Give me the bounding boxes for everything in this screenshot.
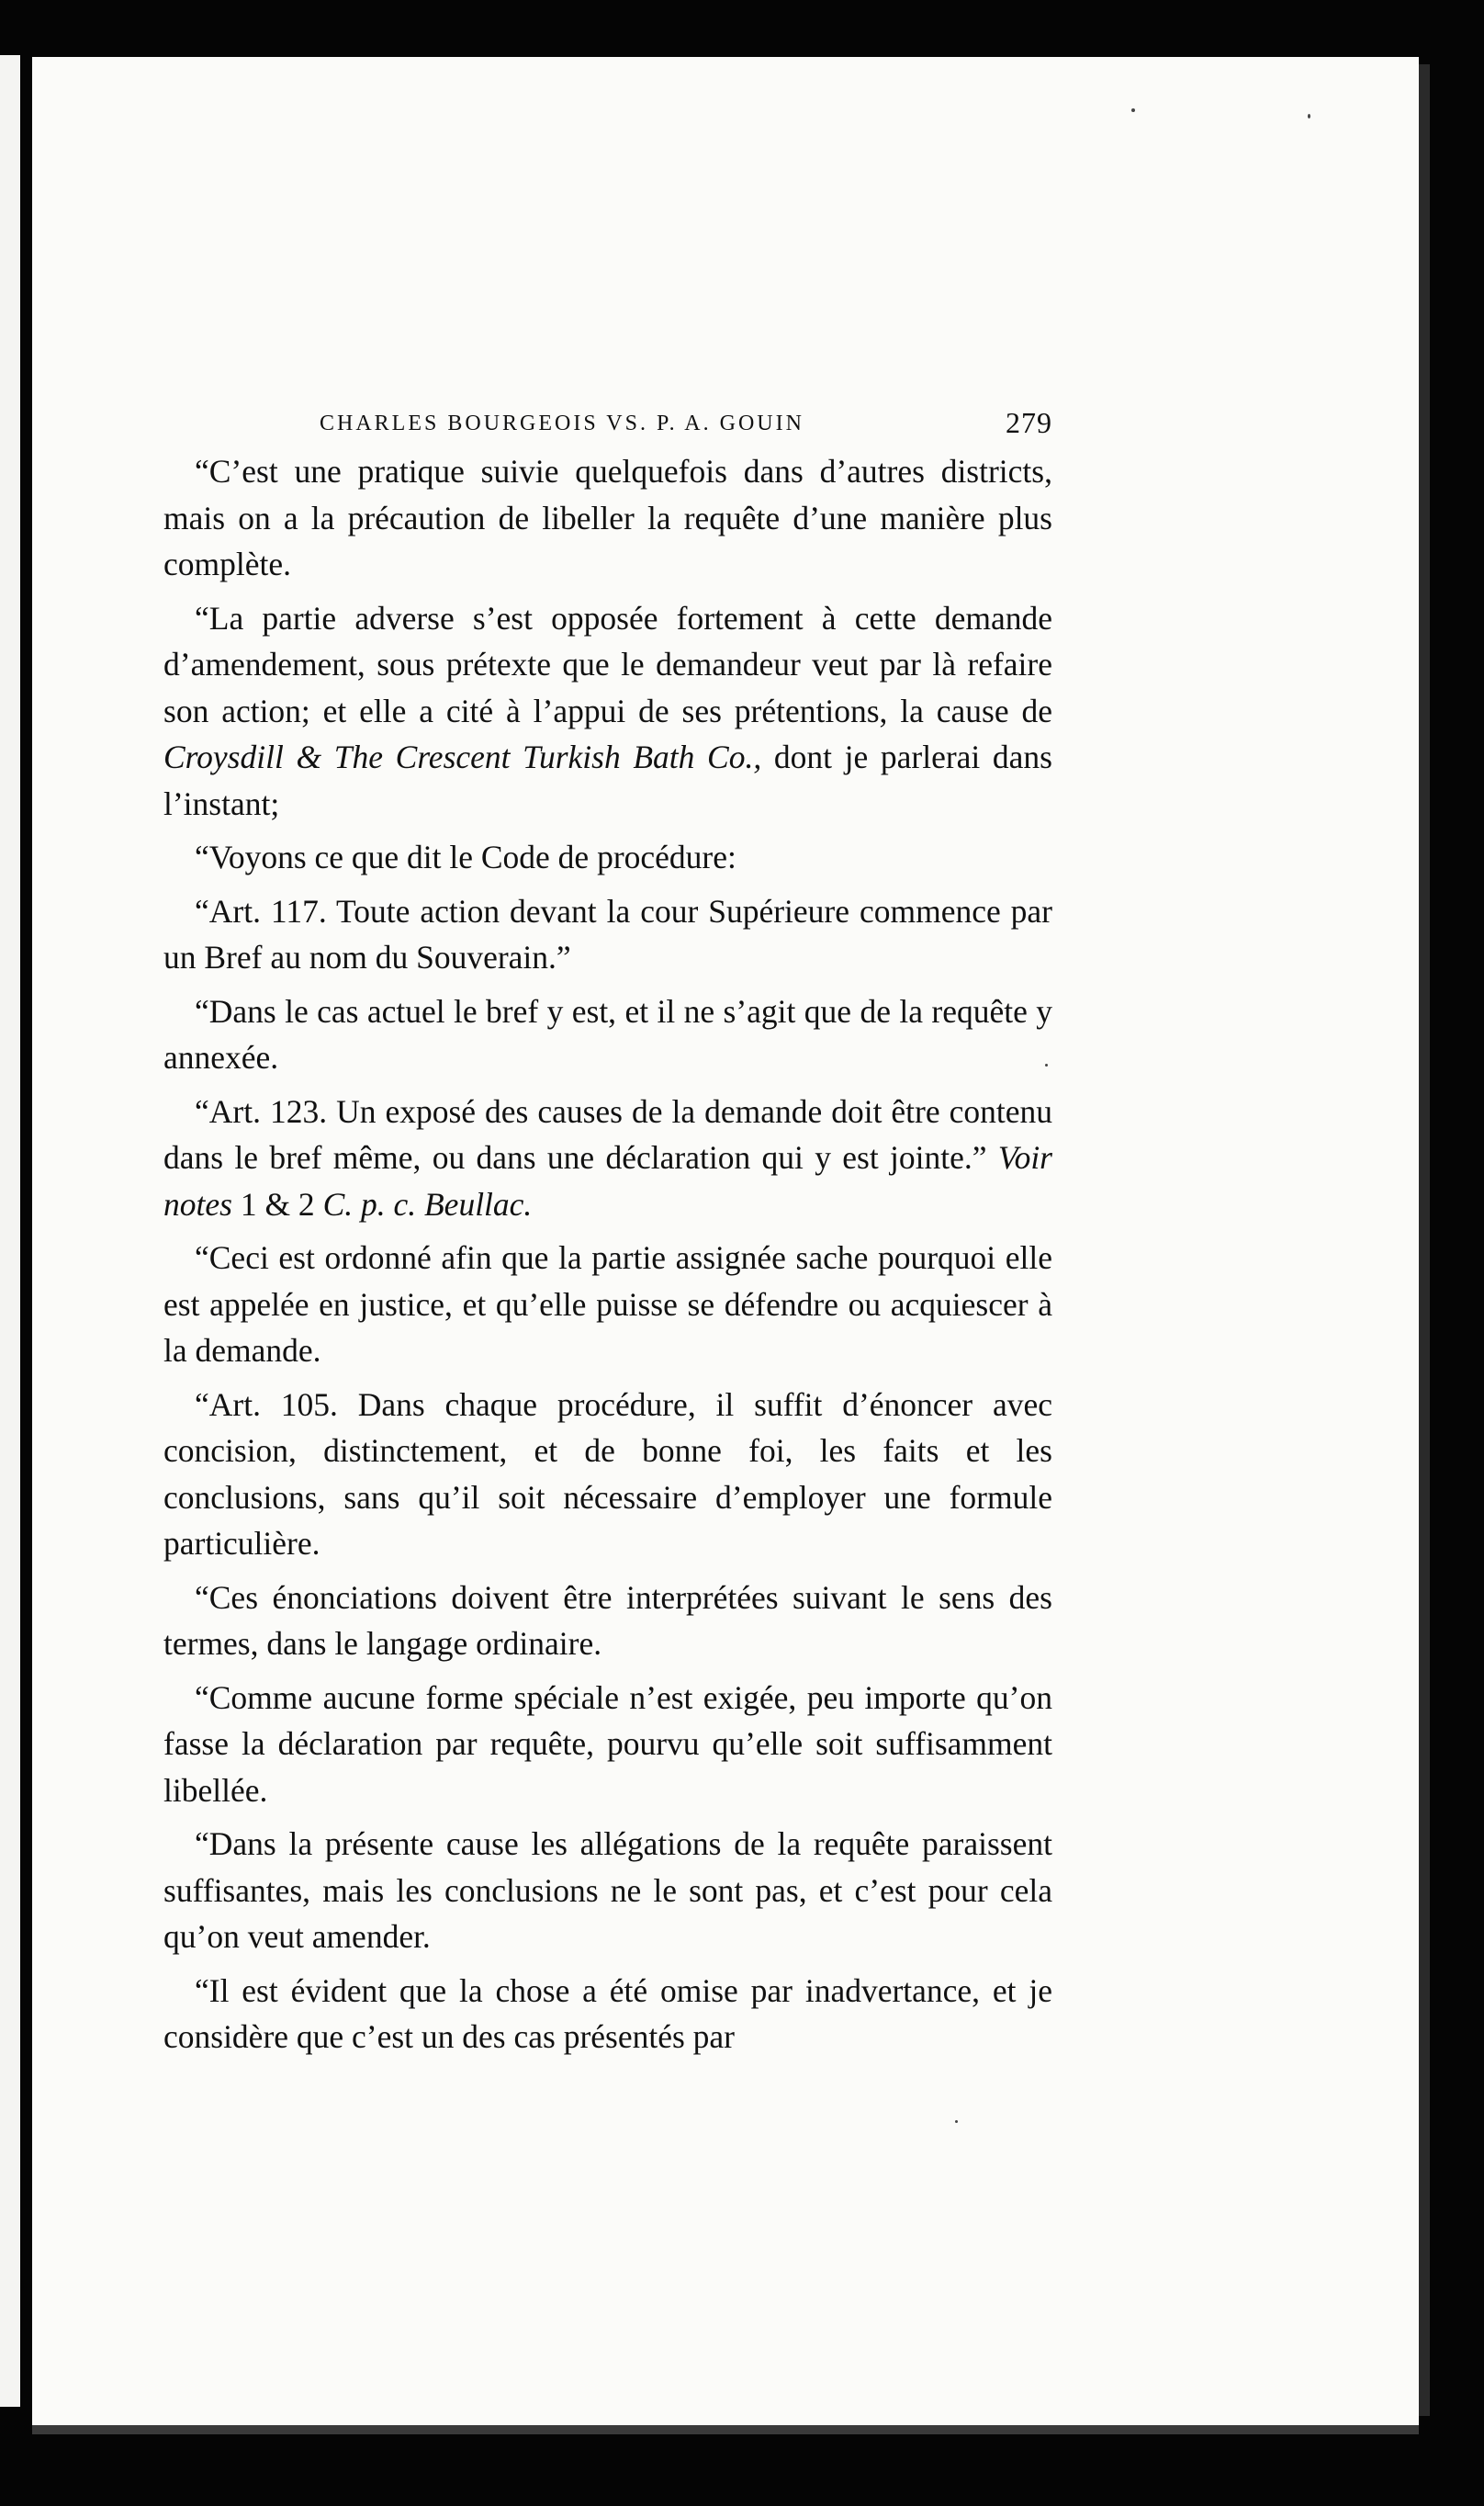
case-name: Croysdill & The Crescent Turkish Bath Co.,: [163, 739, 762, 775]
paragraph: “Voyons ce que dit le Code de procédure:: [195, 839, 736, 875]
running-head: [163, 402, 1052, 443]
scan-speck: [955, 2120, 958, 2123]
paragraph-text: “La partie adverse s’est opposée fortement à cette demande d’amendement, sous prétexte que le demandeur veut par là refaire son action; et elle a cité à l’appui de ses prétentions, la cause de: [163, 599, 1052, 729]
paragraph: [163, 1089, 1052, 1228]
page-edge-shadow: [1419, 64, 1430, 2416]
scan-speck: [1308, 114, 1310, 119]
paragraph: “Dans la présente cause les allégations de la requête paraissent suffisantes, mais les conclusions ne le sont pas, et c’est pour cela qu’on veut amender.: [163, 1825, 1052, 1955]
page-number: 279: [1006, 406, 1052, 439]
paragraph: “C’est une pratique suivie quelquefois dans d’autres districts, mais on a la précaution de libeller la requête d’une manière plus complète.: [163, 453, 1052, 582]
paragraph: “Ces énonciations doivent être interprétées suivant le sens des termes, dans le langage ordinaire.: [163, 1578, 1052, 1662]
paragraph: “Il est évident que la chose a été omise par inadvertance, et je considère que c’est un des cas présentés par: [163, 1971, 1052, 2055]
page-text: [163, 402, 1052, 2060]
paragraph: [163, 595, 1052, 828]
paragraph-text: 1 & 2: [231, 1185, 323, 1223]
previous-page-edge: [0, 55, 20, 2407]
paragraph-text: dont je parlerai dans l’instant;: [163, 739, 1052, 822]
paragraph: “Ceci est ordonné afin que la partie assignée sache pourquoi elle est appelée en justice, et qu’elle puisse se défendre ou acquiescer à la demande.: [163, 1239, 1052, 1369]
citation-italic: Voir notes: [163, 1139, 1052, 1223]
scan-speck: [1131, 108, 1135, 112]
paragraph: “Comme aucune forme spéciale n’est exigée, peu importe qu’on fasse la déclaration par requête, pourvu qu’elle soit suffisamment libellée.: [163, 1678, 1052, 1809]
running-title: CHARLES BOURGEOIS VS. P. A. GOUIN: [320, 412, 804, 435]
paragraph-text: “Art. 123. Un exposé des causes de la demande doit être contenu dans le bref même, ou dans une déclaration qui y est jointe.”: [163, 1092, 1052, 1176]
paragraph: “Dans le cas actuel le bref y est, et il ne s’agit que de la requête y annexée.: [163, 992, 1052, 1076]
paragraph: “Art. 117. Toute action devant la cour Supérieure commence par un Bref au nom du Souverain.”: [163, 892, 1052, 976]
paragraph: “Art. 105. Dans chaque procédure, il suffit d’énoncer avec concision, distinctement, et de bonne foi, les faits et les conclusions, sans qu’il soit nécessaire d’employer une formule particulière.: [163, 1385, 1052, 1562]
citation-italic: C. p. c. Beullac.: [322, 1185, 533, 1223]
page-bottom-shadow: [32, 2425, 1419, 2434]
